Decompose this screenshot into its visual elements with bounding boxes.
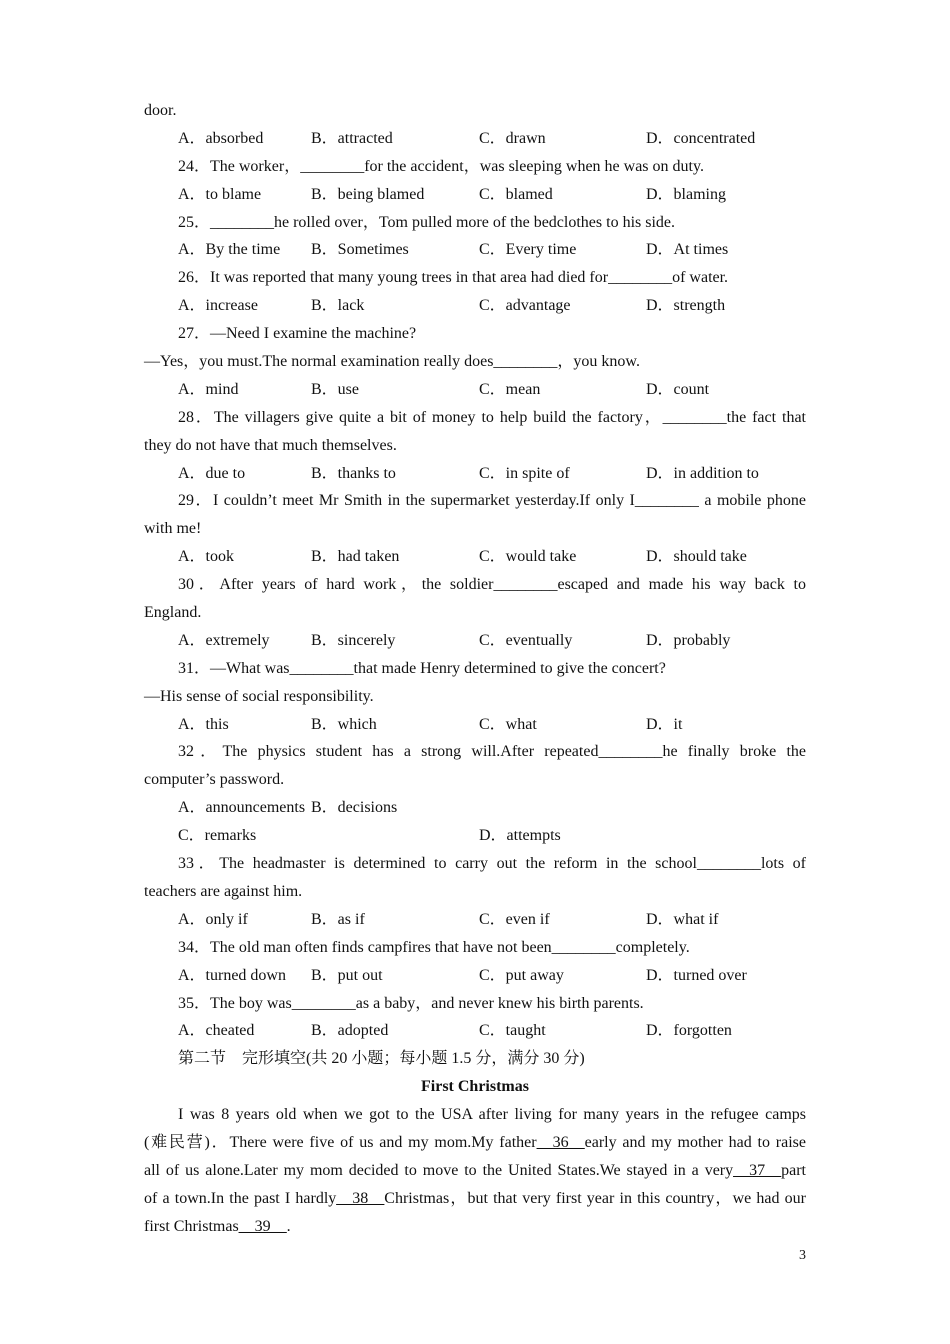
option-a: A．due to (178, 464, 246, 482)
option-c: C．what (479, 715, 537, 733)
option-d: D．should take (646, 548, 747, 566)
passage-text: Christmas，but that very first year in this country，we had our (384, 1189, 807, 1207)
option-d: D．attempts (479, 827, 561, 845)
option-d: D．concentrated (646, 129, 756, 147)
passage-text: part (781, 1161, 806, 1179)
option-c: C．even if (479, 910, 550, 928)
question-28-line2: they do not have that much themselves. (144, 436, 397, 454)
option-d: D．blaming (646, 185, 726, 203)
option-d: D．in addition to (646, 464, 759, 482)
question-35: 35．The boy was________as a baby，and never knew his birth parents. (178, 994, 644, 1012)
options-q30 (144, 627, 806, 655)
question-31: 31．—What was________that made Henry determined to give the concert? (178, 659, 666, 677)
options-q33 (144, 906, 806, 934)
passage-line (144, 1157, 806, 1185)
question-32-line2: computer’s password. (144, 771, 285, 789)
blank-38: __38__ (336, 1189, 385, 1207)
option-b: B．decisions (311, 799, 398, 817)
question-27-line2: —Yes，you must.The normal examination really does________，you know. (144, 353, 640, 371)
options-q26 (144, 292, 806, 320)
option-c: C．taught (479, 1022, 546, 1040)
question-25: 25．________he rolled over，Tom pulled more of the bedclothes to his side. (178, 213, 676, 231)
option-a: A．cheated (178, 1022, 255, 1040)
option-a: A．only if (178, 910, 248, 928)
option-b: B．attracted (311, 129, 393, 147)
option-a: A．this (178, 715, 229, 733)
passage-line (144, 1185, 806, 1213)
question-24: 24．The worker，________for the accident，was sleeping when he was on duty. (178, 157, 704, 175)
option-b: B．lack (311, 297, 365, 315)
options-q32-ab (144, 794, 806, 822)
options-q25 (144, 236, 806, 264)
option-a: A．to blame (178, 185, 262, 203)
document-page (144, 97, 806, 1241)
blank-37: __37__ (733, 1161, 782, 1179)
option-b: B．use (311, 380, 360, 398)
question-27: 27．—Need I examine the machine? (178, 325, 417, 343)
passage-line: I was 8 years old when we got to the USA after living for many years in the refugee camps (178, 1106, 806, 1124)
blank-39: __39__ (238, 1217, 287, 1235)
option-d: D．forgotten (646, 1022, 732, 1040)
blank-36: __36__ (536, 1133, 585, 1151)
option-b: B．Sometimes (311, 241, 409, 259)
option-a: A．turned down (178, 966, 286, 984)
options-q24 (144, 181, 806, 209)
question-26: 26．It was reported that many young trees in that area had died for________of water. (178, 269, 729, 287)
option-d: D．what if (646, 910, 719, 928)
option-a: A．mind (178, 380, 239, 398)
question-31-line2: —His sense of social responsibility. (144, 687, 374, 705)
option-a: A．extremely (178, 631, 270, 649)
question-29: 29．I couldn’t meet Mr Smith in the supermarket yesterday.If only I________ a mobile phone (178, 492, 806, 510)
option-a: A．increase (178, 297, 258, 315)
passage-text: of a town.In the past I hardly (144, 1189, 337, 1207)
option-c: C．drawn (479, 129, 546, 147)
passage-line (144, 1213, 806, 1241)
option-c: C．advantage (479, 297, 571, 315)
options-q35 (144, 1017, 806, 1045)
option-d: D．turned over (646, 966, 747, 984)
passage-text: early and my mother had to raise (584, 1133, 807, 1151)
option-c: C．would take (479, 548, 577, 566)
option-d: D．At times (646, 241, 729, 259)
options-q23 (144, 125, 806, 153)
option-c: C．in spite of (479, 464, 570, 482)
passage-text: first Christmas (144, 1217, 239, 1235)
question-34: 34．The old man often finds campfires that have not been________completely. (178, 938, 690, 956)
option-c: C．eventually (479, 631, 573, 649)
passage-line (144, 1129, 806, 1157)
option-c: C．remarks (178, 827, 257, 845)
question-29-line2: with me! (144, 520, 202, 538)
option-b: B．being blamed (311, 185, 425, 203)
question-30: 30．After years of hard work，the soldier________escaped and made his way back to (178, 576, 806, 594)
question-33-line2: teachers are against him. (144, 882, 303, 900)
text-line: door. (144, 102, 177, 119)
option-b: B．put out (311, 966, 383, 984)
option-b: B．which (311, 715, 377, 733)
option-b: B．had taken (311, 548, 400, 566)
option-d: D．probably (646, 631, 731, 649)
option-a: A．announcements (178, 799, 306, 817)
passage-text: (难民营)．There were five of us and my mom.My father (144, 1133, 537, 1151)
option-b: B．thanks to (311, 464, 396, 482)
options-q34 (144, 962, 806, 990)
option-d: D．it (646, 715, 683, 733)
option-c: C．mean (479, 380, 541, 398)
option-a: A．By the time (178, 241, 281, 259)
option-d: D．strength (646, 297, 726, 315)
question-28: 28．The villagers give quite a bit of money to help build the factory，________the fact that (178, 408, 806, 426)
section-heading: 第二节 完形填空(共 20 小题；每小题 1.5 分，满分 30 分) (178, 1050, 585, 1068)
question-32: 32．The physics student has a strong will.After repeated________he finally broke the (178, 743, 806, 761)
passage-text: . (286, 1217, 291, 1235)
option-c: C．blamed (479, 185, 553, 203)
option-b: B．as if (311, 910, 365, 928)
option-b: B．sincerely (311, 631, 396, 649)
options-q29 (144, 543, 806, 571)
options-q32-cd (144, 822, 806, 850)
page-number: 3 (799, 1248, 806, 1263)
question-30-line2: England. (144, 604, 202, 622)
options-q28 (144, 460, 806, 488)
question-33: 33．The headmaster is determined to carry out the reform in the school________lots of (178, 855, 806, 873)
options-q31 (144, 711, 806, 739)
option-c: C．put away (479, 966, 564, 984)
option-d: D．count (646, 380, 710, 398)
option-b: B．adopted (311, 1022, 389, 1040)
passage-text: all of us alone.Later my mom decided to move to the United States.We stayed in a very (144, 1161, 734, 1179)
option-a: A．took (178, 548, 235, 566)
option-c: C．Every time (479, 241, 577, 259)
options-q27 (144, 376, 806, 404)
passage-title: First Christmas (421, 1078, 529, 1096)
option-a: A．absorbed (178, 129, 264, 147)
